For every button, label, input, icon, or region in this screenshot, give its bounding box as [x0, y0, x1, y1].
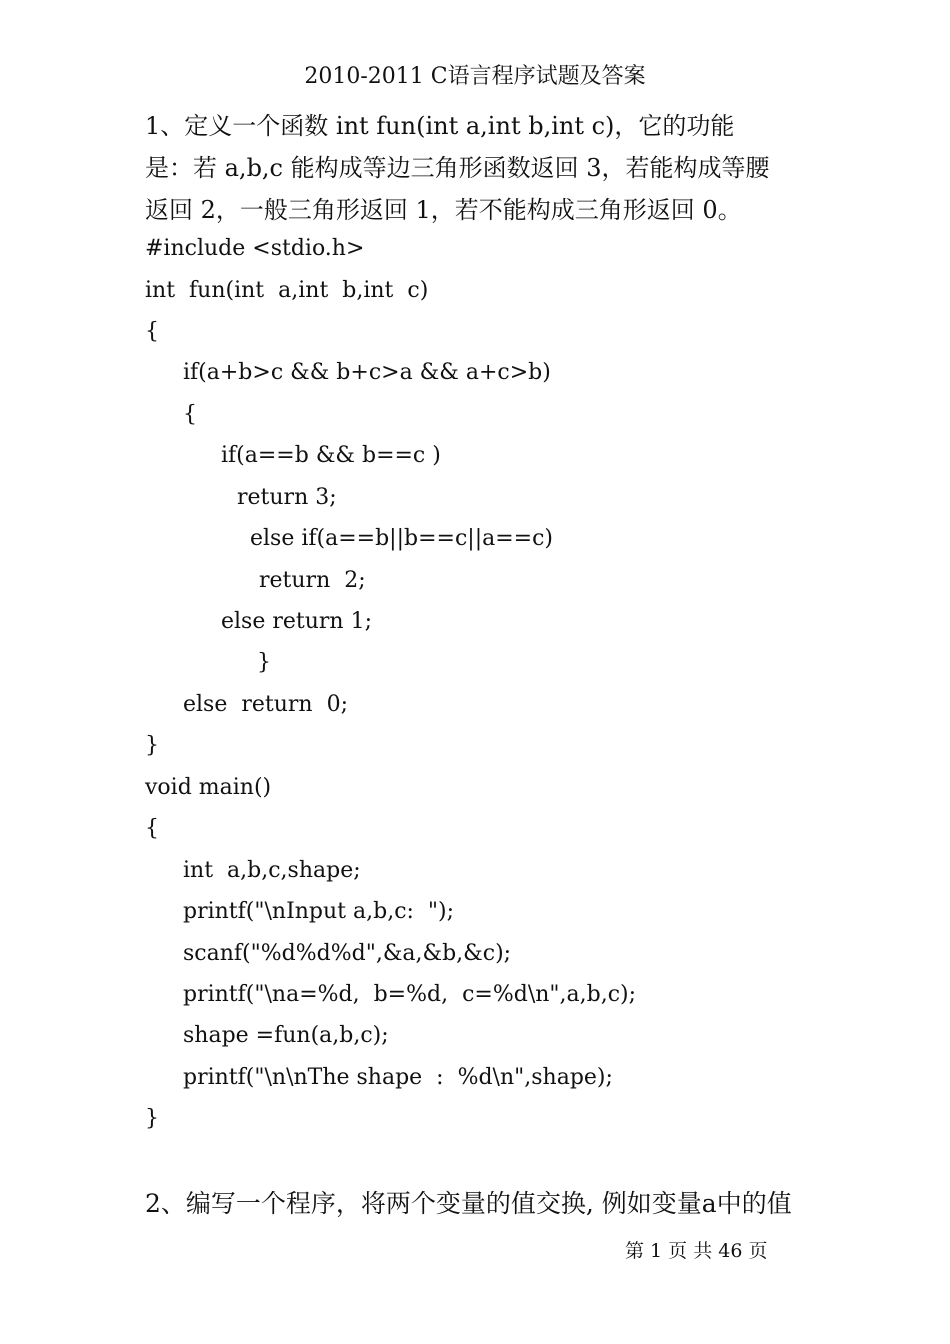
question-1-line-3: 返回 2，一般三角形返回 1，若不能构成三角形返回 0。 — [145, 196, 742, 224]
code-line: } — [257, 650, 271, 675]
code-line: printf("\n\nThe shape : %d\n",shape); — [183, 1065, 613, 1090]
code-line: printf("\nInput a,b,c: "); — [183, 899, 455, 924]
code-line: { — [145, 816, 159, 841]
code-line: scanf("%d%d%d",&a,&b,&c); — [183, 941, 512, 966]
question-2-text: 2、编写一个程序，将两个变量的值交换, 例如变量a中的值 — [145, 1189, 792, 1218]
code-line: else return 0; — [183, 692, 348, 717]
code-line: else return 1; — [221, 609, 372, 634]
code-line: int a,b,c,shape; — [183, 858, 361, 883]
code-line: int fun(int a,int b,int c) — [145, 278, 429, 303]
question-1-line-1: 1、定义一个函数 int fun(int a,int b,int c)，它的功能 — [145, 112, 735, 140]
code-line: shape =fun(a,b,c); — [183, 1023, 389, 1048]
code-line: } — [145, 1106, 159, 1131]
code-line: } — [145, 733, 159, 758]
code-line: void main() — [145, 775, 272, 800]
question-1-line-2: 是：若 a,b,c 能构成等边三角形函数返回 3，若能构成等腰 — [145, 154, 770, 182]
code-line: { — [145, 319, 159, 344]
code-line: if(a==b && b==c ) — [221, 443, 441, 468]
code-line: #include <stdio.h> — [145, 236, 365, 261]
page-footer: 第 1 页 共 46 页 — [625, 1240, 768, 1262]
code-line: return 2; — [259, 568, 366, 593]
code-line: if(a+b>c && b+c>a && a+c>b) — [183, 360, 551, 385]
code-line: else if(a==b||b==c||a==c) — [250, 526, 553, 551]
code-line: return 3; — [237, 485, 337, 510]
page-title: 2010-2011 C语言程序试题及答案 — [304, 64, 646, 89]
code-line: printf("\na=%d, b=%d, c=%d\n",a,b,c); — [183, 982, 637, 1007]
code-line: { — [183, 402, 197, 427]
